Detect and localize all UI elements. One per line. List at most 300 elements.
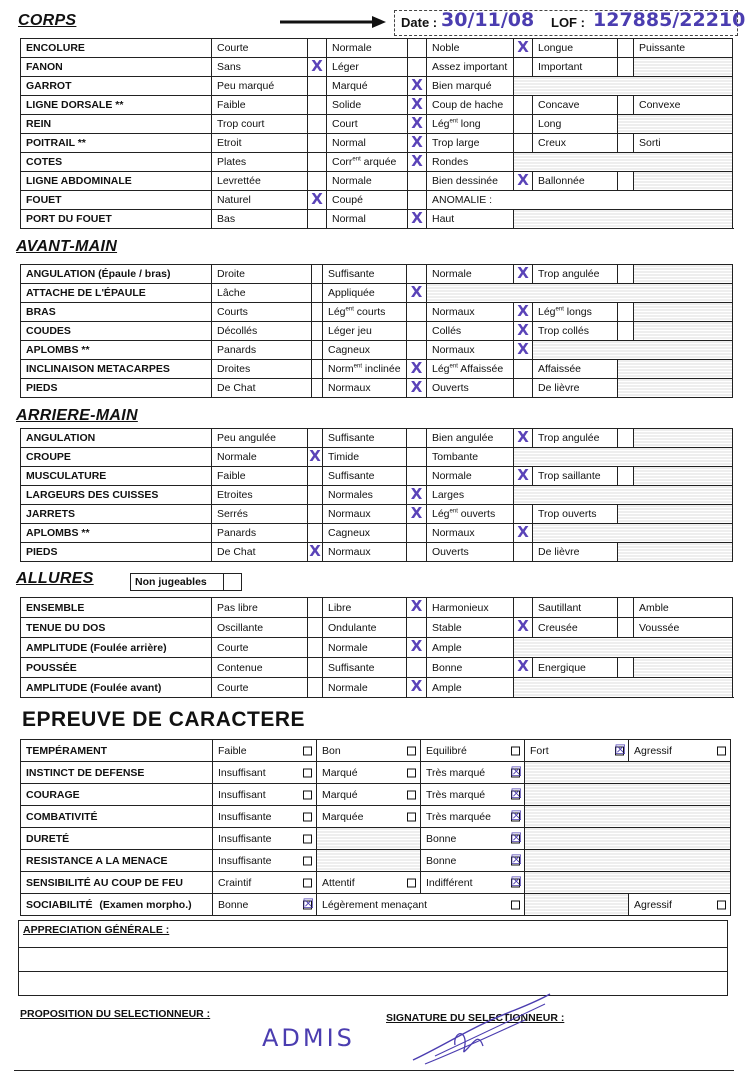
appreciation-box[interactable]	[18, 920, 728, 996]
row-label-text: MUSCULATURE	[26, 470, 107, 482]
option-cell	[323, 638, 407, 658]
option-cell[interactable]	[213, 806, 317, 828]
option-checkbox[interactable]	[308, 448, 323, 467]
option-cell[interactable]	[213, 740, 317, 762]
option-cell[interactable]	[525, 740, 629, 762]
row-label-text: COUDES	[26, 325, 71, 337]
option-checkbox[interactable]	[407, 303, 427, 322]
option-cell	[212, 598, 308, 618]
option-checkbox[interactable]	[308, 134, 327, 153]
option-cell[interactable]	[421, 850, 525, 872]
option-cell	[427, 153, 514, 172]
option-checkbox[interactable]	[303, 878, 312, 887]
option-text: Droites	[217, 363, 251, 375]
option-checkbox[interactable]	[408, 191, 427, 210]
option-cell	[427, 524, 514, 543]
row-label	[21, 448, 212, 467]
check-mark: ☒	[510, 830, 522, 846]
option-checkbox[interactable]	[407, 768, 416, 777]
option-checkbox[interactable]	[408, 153, 427, 172]
option-cell	[427, 191, 733, 210]
option-text: Faible	[218, 744, 247, 757]
table-row	[21, 598, 733, 618]
empty-cell	[427, 284, 733, 303]
option-checkbox[interactable]	[407, 429, 427, 448]
option-checkbox[interactable]	[618, 467, 634, 486]
option-text: Etroit	[217, 137, 242, 149]
table-row	[21, 543, 733, 562]
cross-mark: X	[517, 617, 529, 635]
row-label-text: COTES	[26, 156, 63, 168]
date-value: 30/11/08	[441, 9, 535, 31]
option-checkbox[interactable]	[308, 598, 323, 618]
row-label-text: LIGNE ABDOMINALE	[26, 175, 132, 187]
row-label	[21, 658, 212, 678]
empty-cell	[618, 505, 733, 524]
option-cell[interactable]	[421, 828, 525, 850]
row-label	[21, 678, 212, 698]
option-checkbox[interactable]	[308, 39, 327, 58]
option-cell	[427, 467, 514, 486]
option-cell	[327, 39, 408, 58]
option-checkbox[interactable]	[514, 322, 533, 341]
option-checkbox[interactable]	[514, 598, 533, 618]
option-checkbox[interactable]	[514, 96, 533, 115]
option-checkbox[interactable]	[308, 524, 323, 543]
option-text: Très marqué	[426, 788, 486, 801]
option-checkbox[interactable]	[618, 322, 634, 341]
table-row	[21, 341, 733, 360]
empty-cell	[514, 638, 733, 658]
option-cell	[212, 39, 308, 58]
option-cell	[212, 543, 308, 562]
option-cell[interactable]	[629, 894, 731, 916]
option-checkbox[interactable]	[308, 678, 323, 698]
table-row	[21, 77, 733, 96]
empty-cell	[514, 486, 733, 505]
option-checkbox[interactable]	[308, 505, 323, 524]
option-checkbox[interactable]	[308, 191, 327, 210]
option-text: Larges	[432, 489, 465, 501]
option-checkbox[interactable]	[407, 265, 427, 284]
option-checkbox[interactable]	[408, 115, 427, 134]
option-cell	[212, 322, 312, 341]
option-checkbox[interactable]	[514, 115, 533, 134]
option-text: Convexe	[639, 99, 681, 111]
option-text: Courte	[217, 681, 249, 694]
option-text: Normaux	[432, 527, 475, 539]
option-text: Collés	[432, 325, 462, 337]
section-title-avant-main: AVANT-MAIN	[16, 238, 118, 255]
option-checkbox[interactable]	[308, 429, 323, 448]
option-checkbox[interactable]	[407, 618, 427, 638]
option-checkbox[interactable]	[407, 790, 416, 799]
table-row	[21, 762, 731, 784]
option-checkbox[interactable]	[514, 658, 533, 678]
option-cell	[212, 505, 308, 524]
option-cell	[212, 467, 308, 486]
option-text: Oscillante	[217, 621, 264, 634]
cross-mark: X	[410, 597, 423, 615]
option-text: Décollés	[217, 325, 258, 337]
option-text: Norm$^{ent}$ inclinée	[328, 363, 401, 375]
cross-mark: X	[517, 340, 529, 358]
option-checkbox[interactable]	[303, 746, 312, 755]
option-cell[interactable]	[317, 762, 421, 784]
option-checkbox[interactable]	[407, 812, 416, 821]
option-checkbox[interactable]	[407, 467, 427, 486]
option-checkbox[interactable]	[407, 284, 427, 303]
option-text: Long	[538, 118, 562, 130]
option-checkbox[interactable]	[407, 448, 427, 467]
option-cell	[212, 265, 312, 284]
option-checkbox[interactable]	[514, 134, 533, 153]
option-text: Levrettée	[217, 175, 261, 187]
option-checkbox[interactable]	[514, 341, 533, 360]
option-cell	[212, 191, 308, 210]
option-cell[interactable]	[317, 894, 525, 916]
option-checkbox[interactable]	[408, 172, 427, 191]
row-label-text: RESISTANCE A LA MENACE	[26, 854, 168, 867]
option-cell	[427, 360, 514, 379]
option-checkbox[interactable]	[308, 153, 327, 172]
option-cell	[533, 360, 618, 379]
option-cell[interactable]	[213, 872, 317, 894]
cross-mark: X	[411, 95, 423, 113]
option-checkbox[interactable]	[308, 543, 323, 562]
row-label	[21, 134, 212, 153]
option-text: Ouverts	[432, 382, 469, 394]
option-text: Insuffisant	[218, 788, 266, 801]
option-text: Affaissée	[538, 363, 581, 375]
option-checkbox[interactable]	[303, 812, 312, 821]
option-cell	[212, 638, 308, 658]
option-cell[interactable]	[213, 762, 317, 784]
option-cell[interactable]	[317, 740, 421, 762]
option-checkbox[interactable]	[308, 467, 323, 486]
option-checkbox[interactable]	[514, 467, 533, 486]
non-jugeables-checkbox[interactable]	[223, 574, 241, 590]
option-checkbox[interactable]	[407, 341, 427, 360]
row-label-text: TENUE DU DOS	[26, 621, 106, 634]
row-label	[21, 303, 212, 322]
option-checkbox[interactable]	[303, 790, 312, 799]
option-checkbox[interactable]	[407, 379, 427, 398]
section-title-arriere-main: ARRIERE-MAIN	[16, 407, 138, 424]
row-label-text: ANGULATION (Épaule / bras)	[26, 268, 171, 280]
row-label	[21, 115, 212, 134]
table-row	[21, 115, 733, 134]
option-cell	[212, 448, 308, 467]
option-text: Naturel	[217, 194, 251, 206]
option-checkbox[interactable]	[408, 96, 427, 115]
option-cell	[533, 303, 618, 322]
option-text: Bon	[322, 744, 341, 757]
option-cell	[327, 210, 408, 229]
option-text: Court	[332, 118, 358, 130]
table-row	[21, 153, 733, 172]
option-checkbox[interactable]	[511, 900, 520, 909]
option-text: Marqué	[322, 788, 358, 801]
row-label	[21, 762, 213, 784]
table-row	[21, 505, 733, 524]
option-checkbox[interactable]	[618, 58, 634, 77]
option-checkbox[interactable]	[514, 172, 533, 191]
option-checkbox[interactable]	[308, 486, 323, 505]
option-checkbox[interactable]	[514, 505, 533, 524]
row-label	[21, 638, 212, 658]
option-cell	[323, 658, 407, 678]
lof-value: 127885/22210	[593, 9, 746, 31]
option-checkbox[interactable]	[618, 618, 634, 638]
option-checkbox[interactable]	[303, 768, 312, 777]
option-cell	[327, 191, 408, 210]
table-row	[21, 134, 733, 153]
option-text: Etroites	[217, 489, 253, 501]
option-cell	[212, 341, 312, 360]
row-label-text: COMBATIVITÉ	[26, 810, 98, 823]
option-checkbox[interactable]	[407, 322, 427, 341]
option-cell	[634, 96, 733, 115]
option-checkbox[interactable]	[514, 618, 533, 638]
option-cell	[427, 638, 514, 658]
option-text: Lég$^{ent}$ Affaissée	[432, 363, 504, 375]
option-checkbox[interactable]	[312, 265, 323, 284]
row-label-text: PIEDS	[26, 382, 58, 394]
option-checkbox[interactable]	[308, 96, 327, 115]
option-checkbox[interactable]	[618, 598, 634, 618]
option-checkbox[interactable]	[514, 429, 533, 448]
table-row	[21, 872, 731, 894]
option-cell[interactable]	[421, 784, 525, 806]
option-checkbox[interactable]	[514, 543, 533, 562]
table-row	[21, 828, 731, 850]
option-checkbox[interactable]	[717, 900, 726, 909]
option-checkbox[interactable]	[308, 172, 327, 191]
option-checkbox[interactable]	[618, 134, 634, 153]
option-cell	[427, 429, 514, 448]
option-text: Attentif	[322, 876, 355, 889]
option-checkbox[interactable]	[308, 210, 327, 229]
option-text: Normaux	[328, 546, 371, 558]
option-checkbox[interactable]	[303, 856, 312, 865]
option-text: Haut	[432, 213, 455, 225]
option-cell	[212, 115, 308, 134]
option-cell[interactable]	[317, 806, 421, 828]
row-label-text: FOUET	[26, 194, 62, 206]
option-cell	[427, 115, 514, 134]
row-label	[21, 828, 213, 850]
option-cell	[533, 543, 618, 562]
option-checkbox[interactable]	[407, 524, 427, 543]
cross-mark: X	[311, 190, 323, 208]
option-checkbox[interactable]	[408, 58, 427, 77]
option-text: Ouverts	[432, 546, 469, 558]
option-text: Amble	[639, 601, 669, 614]
option-checkbox[interactable]	[407, 658, 427, 678]
option-text: De lièvre	[538, 546, 580, 558]
option-checkbox[interactable]	[312, 379, 323, 398]
option-cell	[427, 77, 514, 96]
option-checkbox[interactable]	[618, 172, 634, 191]
option-text: Ballonnée	[538, 175, 585, 187]
option-checkbox[interactable]	[514, 265, 533, 284]
row-label	[21, 322, 212, 341]
empty-cell	[514, 678, 733, 698]
empty-cell	[618, 115, 733, 134]
option-checkbox[interactable]	[514, 379, 533, 398]
option-checkbox[interactable]	[308, 58, 327, 77]
option-text: Coupé	[332, 194, 363, 206]
option-cell[interactable]	[421, 740, 525, 762]
option-text: Normaux	[328, 508, 371, 520]
option-checkbox[interactable]	[408, 210, 427, 229]
option-checkbox[interactable]	[407, 360, 427, 379]
option-checkbox[interactable]	[618, 658, 634, 678]
option-cell	[323, 448, 407, 467]
option-cell	[323, 618, 407, 638]
option-text: Concave	[538, 99, 580, 111]
option-checkbox[interactable]	[407, 678, 427, 698]
row-label-text: TEMPÉRAMENT	[26, 744, 108, 757]
option-checkbox[interactable]	[408, 77, 427, 96]
option-cell	[327, 153, 408, 172]
table-row	[21, 58, 733, 77]
option-text: Peu marqué	[217, 80, 275, 92]
option-cell	[323, 379, 407, 398]
option-checkbox[interactable]	[308, 77, 327, 96]
option-text: Trop saillante	[538, 470, 601, 482]
option-checkbox[interactable]	[618, 429, 634, 448]
cross-mark: X	[517, 38, 529, 56]
section-title-allures: ALLURES	[16, 570, 94, 587]
option-checkbox[interactable]	[308, 638, 323, 658]
cross-mark: X	[309, 447, 321, 465]
option-checkbox[interactable]	[408, 39, 427, 58]
option-checkbox[interactable]	[514, 303, 533, 322]
table-row	[21, 96, 733, 115]
option-checkbox[interactable]	[407, 878, 416, 887]
option-checkbox[interactable]	[514, 360, 533, 379]
option-checkbox[interactable]	[407, 638, 427, 658]
option-checkbox[interactable]	[717, 746, 726, 755]
empty-cell	[514, 448, 733, 467]
option-cell	[323, 429, 407, 448]
empty-cell	[618, 379, 733, 398]
option-checkbox[interactable]	[514, 58, 533, 77]
option-checkbox[interactable]	[618, 303, 634, 322]
date-label: Date :	[401, 15, 438, 30]
non-jugeables-label: Non jugeables	[135, 576, 207, 588]
option-text: Peu angulée	[217, 432, 276, 444]
cross-mark: X	[517, 321, 529, 339]
option-cell	[427, 39, 514, 58]
row-label	[21, 850, 213, 872]
row-label	[21, 784, 213, 806]
option-checkbox[interactable]	[408, 134, 427, 153]
option-checkbox[interactable]	[312, 341, 323, 360]
option-checkbox[interactable]	[511, 746, 520, 755]
selector-signature	[405, 990, 555, 1070]
table-row	[21, 303, 733, 322]
option-cell[interactable]	[629, 740, 731, 762]
option-text: ANOMALIE :	[432, 194, 493, 206]
option-text: Lâche	[217, 287, 246, 299]
row-label-text: COURAGE	[26, 788, 80, 801]
option-text: De Chat	[217, 546, 256, 558]
option-checkbox[interactable]	[312, 284, 323, 303]
option-text: Sans	[217, 61, 241, 73]
option-cell	[634, 39, 733, 58]
option-cell[interactable]	[421, 762, 525, 784]
option-checkbox[interactable]	[308, 618, 323, 638]
option-cell	[212, 524, 308, 543]
option-checkbox[interactable]	[407, 505, 427, 524]
option-cell[interactable]	[213, 784, 317, 806]
option-cell[interactable]	[213, 828, 317, 850]
option-checkbox[interactable]	[312, 360, 323, 379]
row-label	[21, 58, 212, 77]
cross-mark: X	[517, 523, 529, 541]
option-cell[interactable]	[213, 894, 317, 916]
empty-cell	[514, 153, 733, 172]
option-cell[interactable]	[421, 872, 525, 894]
option-checkbox[interactable]	[514, 524, 533, 543]
option-cell	[533, 467, 618, 486]
option-text: Bonne	[432, 661, 463, 674]
option-cell[interactable]	[317, 784, 421, 806]
option-text: Suffisante	[328, 432, 375, 444]
row-label-text: REIN	[26, 118, 52, 130]
option-checkbox[interactable]	[514, 39, 533, 58]
option-checkbox[interactable]	[312, 322, 323, 341]
table-row	[21, 894, 731, 916]
option-checkbox[interactable]	[407, 746, 416, 755]
cross-mark: X	[411, 152, 423, 170]
check-mark: ☒	[510, 874, 522, 890]
option-cell	[427, 96, 514, 115]
option-checkbox[interactable]	[618, 96, 634, 115]
table-row	[21, 429, 733, 448]
option-cell[interactable]	[317, 872, 421, 894]
row-label-text: GARROT	[26, 80, 72, 92]
option-checkbox[interactable]	[618, 265, 634, 284]
option-text: Plates	[217, 156, 247, 168]
option-checkbox[interactable]	[308, 115, 327, 134]
option-cell	[212, 429, 308, 448]
check-mark: ☒	[614, 742, 626, 758]
option-cell	[634, 598, 733, 618]
option-checkbox[interactable]	[618, 39, 634, 58]
row-label-text: ANGULATION	[26, 432, 96, 444]
option-checkbox[interactable]	[407, 486, 427, 505]
option-checkbox[interactable]	[308, 658, 323, 678]
row-label-text: POITRAIL **	[26, 137, 86, 149]
option-cell	[212, 658, 308, 678]
option-checkbox[interactable]	[407, 598, 427, 618]
option-checkbox[interactable]	[407, 543, 427, 562]
option-cell[interactable]	[213, 850, 317, 872]
option-checkbox[interactable]	[312, 303, 323, 322]
option-text: Serrés	[217, 508, 248, 520]
option-text: Lég$^{ent}$ courts	[328, 306, 386, 318]
option-text: Cagneux	[328, 527, 371, 539]
option-checkbox[interactable]	[303, 834, 312, 843]
option-cell[interactable]	[421, 806, 525, 828]
empty-cell	[618, 360, 733, 379]
option-text: Panards	[217, 344, 257, 356]
option-cell	[533, 265, 618, 284]
